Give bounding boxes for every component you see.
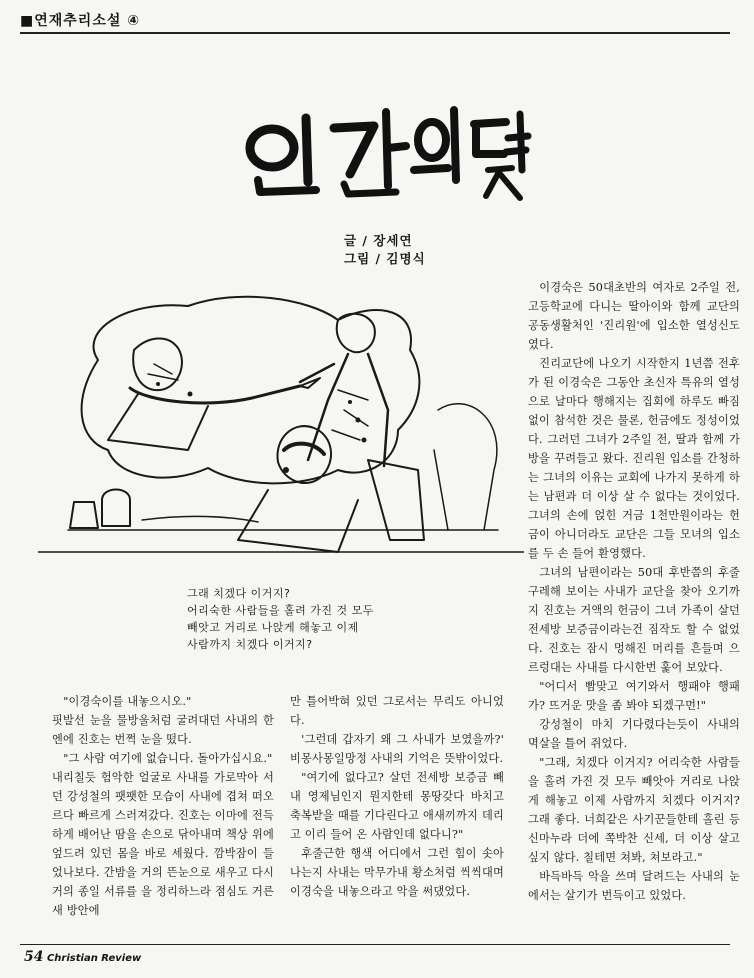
paragraph: 만 틀어박혀 있던 그로서는 무리도 아니었다. — [290, 695, 504, 727]
caption-line: 어리숙한 사람들을 홀려 가진 것 모두 — [187, 604, 374, 617]
paragraph: 내리칠듯 험악한 얼굴로 사내를 가로막아 서던 강성철의 팻팻한 모습이 사내에 겹쳐 떠오르다 빠르게 스러져갔다. 진호는 이마에 전득하게 배어난 땀을 손으로 닦아내며 책상 위에 엎드려 있던 몸을 바로 세웠다. 깜박잠이 들었나보다. 간밤을 거의 뜬눈으로 새우고 다시 거의 종일 서류를 을 정리하느라 점심도 거른새 방안에 — [52, 771, 274, 917]
paragraph: "이경숙이를 내놓으시오." — [63, 695, 192, 708]
illustration-caption — [187, 585, 374, 653]
paragraph: 후줄근한 행색 어디에서 그런 힘이 솟아 나는지 사내는 막무가내 황소처럼 씩씩대며 이경숙을 내놓으라고 악을 써댔었다. — [290, 847, 504, 898]
paragraph: 핏발선 눈을 물방울처럼 굴려대던 사내의 한엔에 진호는 번쩍 눈을 떴다. — [52, 714, 274, 746]
paragraph: "그 사람 여기에 없습니다. 돌아가십시요." — [63, 752, 273, 765]
page-number: 54 — [24, 949, 44, 965]
caption-line: 그래 치겠다 이거지? — [187, 587, 291, 600]
paragraph: "여기에 없다고? 살던 전세방 보증금 빼내 영제님인지 뭔지한테 몽땅갖다 바치고 축복받을 때를 기다린다고 애새끼까지 데리고 이리 들어 온 사람인데 없다니?" — [290, 771, 504, 841]
paragraph: 진리교단에 나오기 시작한지 1년쯤 전후가 된 이경숙은 그동안 초신자 특유의 열성으로 날마다 행해지는 집회에 하루도 빠짐없이 참석한 것은 물론, 헌금에도 정성이었다. 그러던 그녀가 2주일 전, 딸과 함께 가방을 꾸려들고 왔다. 진리원 입소를 간청하는 그녀의 이유는 교회에 나가지 못하게 하는 남편과 더 이상 살 수 없다는 것이었다. 그녀의 손에 얹힌 거금 1천만원이라는 헌금이 아니더라도 교단은 그들 모녀의 입소를 두 손 들어 환영했다. — [528, 357, 740, 560]
paragraph: 바득바득 악을 쓰며 달려드는 사내의 눈에서는 살기가 번득이고 있었다. — [528, 870, 740, 902]
page-footer — [24, 949, 141, 965]
text-column-1 — [52, 692, 274, 920]
caption-line: 사람까지 치겠다 이거지? — [187, 638, 313, 651]
footer-rule — [20, 944, 730, 945]
header-rule — [20, 32, 730, 34]
credits — [344, 232, 426, 268]
paragraph: "그래, 치겠다 이거지? 어리숙한 사람들을 홀려 가진 것 모두 빼앗아 거리로 나앉게 해놓고 이제 사람까지 치겠다 이거지? 그래 좋다. 너희같은 사기꾼들한테 홀린 등신마누라 더에 쪽박찬 신세, 더 이상 살고 싶지 않다. 칠테면 쳐봐, 쳐보라고." — [528, 756, 740, 864]
story-illustration — [38, 290, 524, 580]
paragraph: 강성철이 마치 기다렸다는듯이 사내의 멱살을 틀어 쥐었다. — [528, 718, 740, 750]
series-label: ■연재추리소설 ④ — [20, 13, 141, 29]
paragraph: "어디서 빰맞고 여기와서 행패야 행패가? 뜨거운 맛을 좀 봐야 되겠구먼!" — [528, 680, 740, 712]
illustrator-credit: 그림 / 김명식 — [344, 251, 426, 266]
title-calligraphy — [236, 96, 536, 206]
paragraph: 이경숙은 50대초반의 여자로 2주일 전, 고등학교에 다니는 딸아이와 함께 교단의 공동생활처인 '진리원'에 입소한 열성신도였다. — [528, 281, 740, 351]
magazine-name: Christian Review — [46, 953, 142, 964]
caption-line: 빼앗고 거리로 나앉게 해놓고 이제 — [187, 621, 359, 634]
text-column-3 — [528, 278, 740, 905]
paragraph: '그런데 갑자기 왜 그 사내가 보였을까?' 비몽사몽일망정 사내의 기억은 뜻밖이었다. — [290, 733, 504, 765]
paragraph: 그녀의 남편이라는 50대 후반쯤의 후줄구레해 보이는 사내가 교단을 찾아 오기까지 진호는 거액의 헌금이 그녀 가족이 살던 전세방 보증금이라는건 짐작도 할 수 없었다. 진호는 잠시 멍해진 머리를 흔들며 으르렁대는 사내를 다시한번 훑어 보았다. — [528, 566, 740, 674]
text-column-2 — [290, 692, 504, 901]
writer-credit: 글 / 장세연 — [344, 233, 413, 248]
